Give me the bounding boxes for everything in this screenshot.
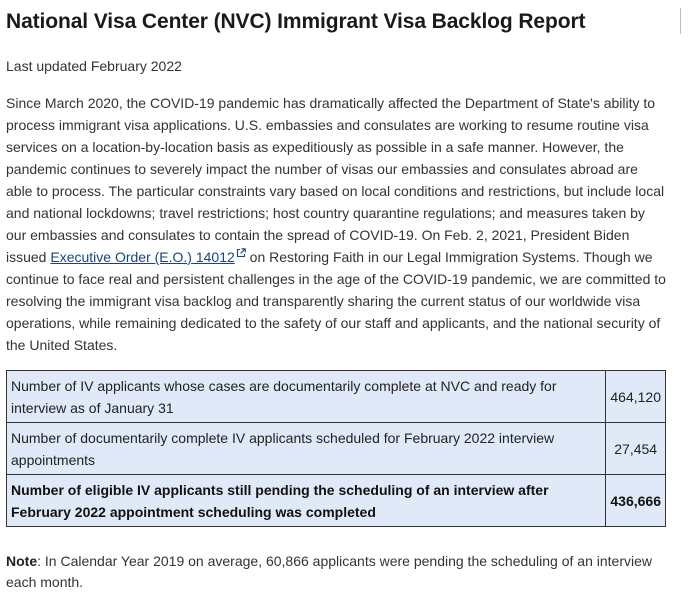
intro-paragraph	[6, 92, 666, 356]
report-content	[6, 0, 666, 593]
executive-order-link-text: Executive Order (E.O.) 14012	[50, 249, 235, 265]
executive-order-link[interactable]	[50, 249, 234, 265]
row-value: 27,454	[606, 423, 666, 475]
page-title: National Visa Center (NVC) Immigrant Visa Backlog Report	[6, 10, 586, 33]
row-label: Number of eligible IV applicants still pending the scheduling of an interview after February 2022 appointment scheduling was completed	[7, 475, 606, 527]
row-label: Number of IV applicants whose cases are documentarily complete at NVC and ready for interview as of January 31	[7, 371, 606, 423]
last-updated: Last updated February 2022	[6, 58, 182, 74]
row-label: Number of documentarily complete IV applicants scheduled for February 2022 interview appointments	[7, 423, 606, 475]
note	[6, 551, 666, 593]
note-text: : In Calendar Year 2019 on average, 60,866 applicants were pending the scheduling of an interview each month.	[6, 553, 653, 590]
backlog-table	[6, 370, 666, 527]
table-row	[7, 475, 666, 527]
scrollbar-edge	[680, 8, 681, 34]
intro-text-before-link: Since March 2020, the COVID-19 pandemic has dramatically affected the Department of State's ability to process immigrant visa applications. U.S. embassies and consulates are working to resume routine visa services on a location-by-location basis as expeditiously as possible in a safe manner. However, the pandemic continues to severely impact the number of visas our embassies and consulates abroad are able to process. The particular constraints vary based on local conditions and restrictions, but include local and national lockdowns; travel restrictions; host country quarantine regulations; and measures taken by our embassies and consulates to contain the spread of COVID-19. On Feb. 2, 2021, President Biden issued	[6, 95, 665, 265]
table-row	[7, 371, 666, 423]
row-value: 436,666	[606, 475, 666, 527]
external-link-icon	[236, 248, 246, 258]
note-label: Note	[6, 553, 38, 569]
table-row	[7, 423, 666, 475]
row-value: 464,120	[606, 371, 666, 423]
intro-text-after-link: on Restoring Faith in our Legal Immigration Systems. Though we continue to face real and persistent challenges in the age of the COVID-19 pandemic, we are committed to resolving the immigrant visa backlog and transparently sharing the current status of our worldwide visa operations, while remaining dedicated to the safety of our staff and applicants, and the national security of the United States.	[6, 249, 666, 353]
